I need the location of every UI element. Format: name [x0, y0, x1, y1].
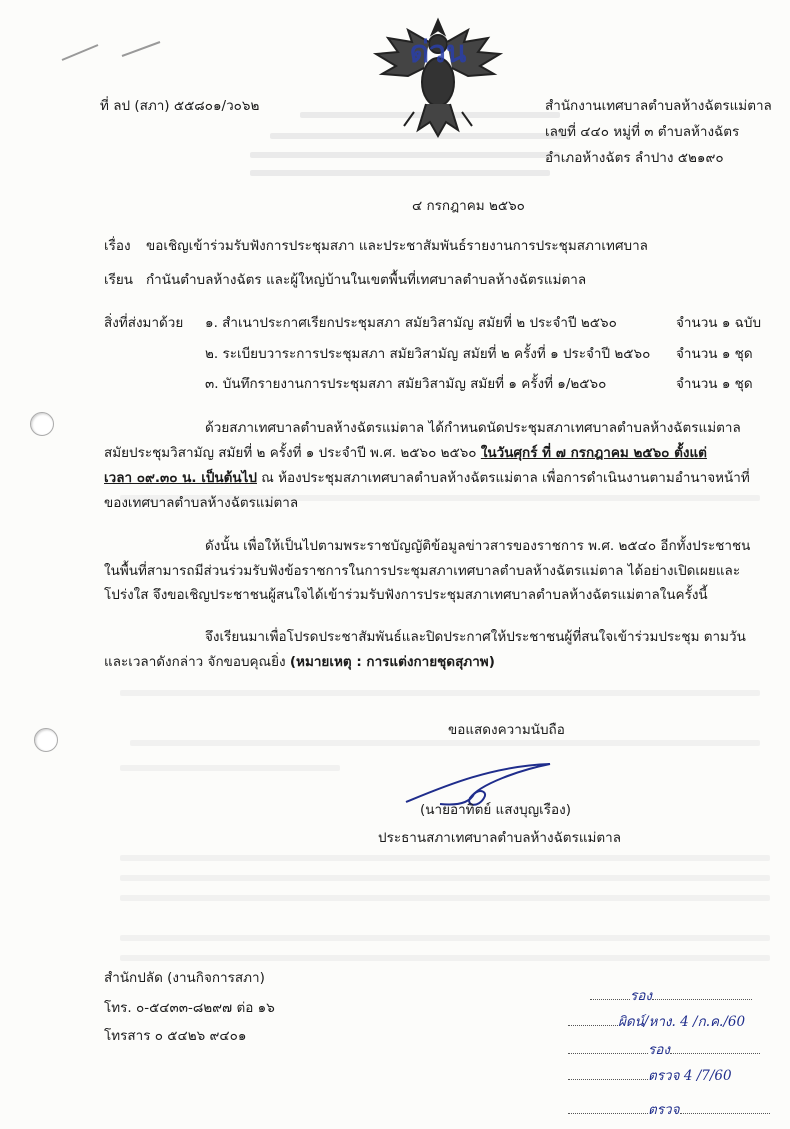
bleed-through-mark — [120, 895, 770, 901]
org-address-line-2: เลขที่ ๔๔๐ หมู่ที่ ๓ ตำบลห้างฉัตร — [545, 124, 740, 140]
bleed-through-mark — [120, 855, 770, 861]
org-address-line-3: อำเภอห้างฉัตร ลำปาง ๕๒๑๙๐ — [545, 150, 724, 166]
reference-number: ที่ ลป (สภา) ๕๕๘๐๑/ว๐๖๒ — [100, 98, 260, 114]
garuda-emblem-icon — [368, 12, 508, 152]
body-paragraph-1-line-3: เวลา ๐๙.๓๐ น. เป็นต้นไป ณ ห้องประชุมสภาเทศบาลตำบลห้างฉัตรแม่ตาล เพื่อการดำเนินงานตามอำนาจหน้าที่ — [104, 470, 750, 486]
routing-row: ตรวจ — [568, 1100, 770, 1120]
enclosures-label: สิ่งที่ส่งมาด้วย — [104, 315, 184, 331]
body-paragraph-1-line-4: ของเทศบาลตำบลห้างฉัตรแม่ตาล — [104, 495, 299, 511]
body-paragraph-2-line-2: ในพื้นที่สามารถมีส่วนร่วมรับฟังข้อราชการในการประชุมสภาเทศบาลตำบลห้างฉัตรแม่ตาล ได้อย่างเปิดเผยและ — [104, 563, 741, 579]
subject-text: ขอเชิญเข้าร่วมรับฟังการประชุมสภา และประชาสัมพันธ์รายงานการประชุมสภาเทศบาล — [146, 238, 648, 254]
bleed-through-mark — [120, 955, 770, 961]
bleed-through-mark — [250, 152, 560, 158]
enclosure-item: ๓. บันทึกรายงานการประชุมสภา สมัยวิสามัญ สมัยที่ ๑ ครั้งที่ ๑/๒๕๖๐ — [205, 376, 607, 392]
urgent-stamp: ด่วน — [409, 35, 467, 70]
dress-code-note: (หมายเหตุ : การแต่งกายชุดสุภาพ) — [289, 654, 495, 670]
body-paragraph-1-line-1: ด้วยสภาเทศบาลตำบลห้างฉัตรแม่ตาล ได้กำหนดนัดประชุมสภาเทศบาลตำบลห้างฉัตรแม่ตาล — [205, 420, 741, 436]
routing-row: ผิดน์/หาง. 4 /ก.ค./60 — [568, 1012, 745, 1032]
footer-fax: โทรสาร ๐ ๕๔๒๖ ๙๔๐๑ — [104, 1028, 247, 1044]
routing-row: ตรวจ 4 /7/60 — [568, 1066, 732, 1086]
routing-row: รอง — [590, 986, 752, 1006]
meeting-date-emphasis: ในวันศุกร์ ที่ ๗ กรกฎาคม ๒๕๖๐ ตั้งแต่ — [480, 445, 707, 461]
bleed-through-mark — [120, 935, 770, 941]
bleed-through-mark — [120, 765, 340, 771]
subject-label: เรื่อง — [104, 238, 131, 254]
routing-row: รอง — [568, 1040, 760, 1060]
body-paragraph-3-line-1: จึงเรียนมาเพื่อโปรดประชาสัมพันธ์และปิดประกาศให้ประชาชนผู้ที่สนใจเข้าร่วมประชุม ตามวัน — [205, 629, 746, 645]
enclosure-item: ๒. ระเบียบวาระการประชุมสภา สมัยวิสามัญ สมัยที่ ๒ ครั้งที่ ๑ ประจำปี ๒๕๖๐ — [205, 346, 651, 362]
bleed-through-mark — [250, 170, 550, 176]
footer-phone: โทร. ๐-๕๔๓๓-๘๒๙๗ ต่อ ๑๖ — [104, 1000, 275, 1016]
closing-regards: ขอแสดงความนับถือ — [448, 722, 565, 738]
enclosure-qty: จำนวน ๑ ชุด — [676, 376, 753, 392]
body-paragraph-3-line-2: และเวลาดังกล่าว จักขอบคุณยิ่ง (หมายเหตุ : การแต่งกายชุดสุภาพ) — [104, 654, 495, 670]
body-paragraph-2-line-1: ดังนั้น เพื่อให้เป็นไปตามพระราชบัญญัติข้อมูลข่าวสารของราชการ พ.ศ. ๒๕๔๐ อีกทั้งประชาชน — [205, 538, 751, 554]
bleed-through-mark — [120, 690, 760, 696]
footer-office: สำนักปลัด (งานกิจการสภา) — [104, 970, 265, 986]
enclosure-item: ๑. สำเนาประกาศเรียกประชุมสภา สมัยวิสามัญ สมัยที่ ๒ ประจำปี ๒๕๖๐ — [205, 315, 617, 331]
recipient-text: กำนันตำบลห้างฉัตร และผู้ใหญ่บ้านในเขตพื้นที่เทศบาลตำบลห้างฉัตรแม่ตาล — [146, 272, 587, 288]
recipient-label: เรียน — [104, 272, 134, 288]
signatory-name: (นายอาทิตย์ แสงบุญเรือง) — [420, 802, 571, 818]
bleed-through-mark — [120, 875, 770, 881]
meeting-time-emphasis: เวลา ๐๙.๓๐ น. เป็นต้นไป — [104, 470, 257, 486]
signatory-position: ประธานสภาเทศบาลตำบลห้างฉัตรแม่ตาล — [378, 830, 622, 846]
enclosure-qty: จำนวน ๑ ชุด — [676, 346, 753, 362]
bleed-through-mark — [130, 740, 760, 746]
org-address-line-1: สำนักงานเทศบาลตำบลห้างฉัตรแม่ตาล — [545, 98, 772, 114]
body-paragraph-2-line-3: โปร่งใส จึงขอเชิญประชาชนผู้สนใจได้เข้าร่วมรับฟังการประชุมสภาเทศบาลตำบลห้างฉัตรแม่ตาลในครั้งนี้ — [104, 587, 708, 603]
staple-mark — [60, 30, 170, 70]
body-paragraph-1-line-2: สมัยประชุมวิสามัญ สมัยที่ ๒ ครั้งที่ ๑ ประจำปี พ.ศ. ๒๕๖๐ ๒๕๖๐ ในวันศุกร์ ที่ ๗ กรกฎาคม ๒๕๖๐ ตั้งแต่ — [104, 445, 707, 461]
enclosure-qty: จำนวน ๑ ฉบับ — [676, 315, 762, 331]
letter-date: ๔ กรกฎาคม ๒๕๖๐ — [412, 198, 525, 214]
punch-hole — [30, 412, 54, 436]
punch-hole — [34, 728, 58, 752]
